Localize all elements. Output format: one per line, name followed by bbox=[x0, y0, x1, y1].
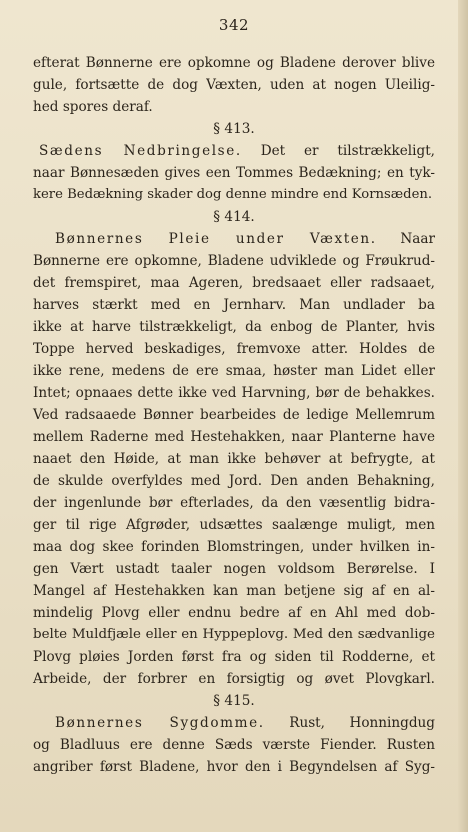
text-line: maa dog skee forinden Blomstringen, under hvilken in- bbox=[33, 539, 435, 555]
text-line bbox=[33, 228, 435, 250]
text-fragment: harves stærkt med en Jernharv. bbox=[33, 297, 287, 313]
text-fragment: Naar bbox=[400, 231, 435, 247]
text-line: det fremspiret, maa Ageren, bredsaaet eller radsaaet, bbox=[33, 275, 435, 291]
text-line: gen Vært ustadt taaler nogen voldsom Berørelse. I bbox=[33, 561, 435, 577]
text-line: Mangel af Hestehakken kan man betjene sig af en al- bbox=[33, 583, 435, 599]
text-line: og Bladluus ere denne Sæds værste Fiender. Rusten bbox=[33, 737, 435, 753]
text-line: mellem Raderne med Hestehakken, naar Planterne have bbox=[33, 429, 435, 445]
text-line: Toppe herved beskadiges, fremvoxe atter. Holdes de bbox=[33, 341, 435, 357]
text-line: Plovg pløies Jorden først fra og siden til Rodderne, et bbox=[33, 649, 435, 665]
section-number: § 414. bbox=[213, 209, 255, 225]
text-line: de skulde overfyldes med Jord. Den anden Behakning, bbox=[33, 473, 435, 489]
text-line: ikke rene, medens de ere smaa, høster man Lidet eller bbox=[33, 363, 435, 379]
text-line: efterat Bønnerne ere opkomne og Bladene derover blive bbox=[33, 55, 435, 71]
text-line bbox=[33, 140, 435, 162]
text-line bbox=[33, 712, 435, 734]
page-body bbox=[33, 52, 435, 778]
text-fragment: Det er tilstrækkeligt, bbox=[260, 143, 435, 159]
text-line: Ved radsaaede Bønner bearbeides de ledige Mellemrum bbox=[33, 407, 435, 423]
section-heading: Bønnernes Sygdomme. bbox=[55, 715, 265, 731]
text-line: der ingenlunde bør efterlades, da den væsentlig bidra- bbox=[33, 495, 435, 511]
text-line: belte Muldfjæle eller en Hyppeplovg. Med den sædvanlige bbox=[33, 627, 435, 642]
text-fragment: Rust, Honningdug bbox=[289, 715, 435, 731]
text-line: gule, fortsætte de dog Væxten, uden at nogen Uleilig- bbox=[33, 77, 435, 93]
section-heading: Sædens Nedbringelse. bbox=[39, 143, 242, 159]
text-line: mindelig Plovg eller endnu bedre af en Ahl med dob- bbox=[33, 605, 435, 621]
text-line: hed spores deraf. bbox=[33, 99, 153, 115]
text-line: Bønnerne ere opkomne, Bladene udviklede og Frøukrud- bbox=[33, 253, 435, 269]
section-number: § 413. bbox=[213, 121, 255, 137]
text-line: ikke at harve tilstrækkeligt, da enbog de Planter, hvis bbox=[33, 319, 435, 335]
text-line: ger til rige Afgrøder, udsættes saalænge muligt, men bbox=[33, 517, 435, 533]
text-line: Intet; opnaaes dette ikke ved Harvning, bør de behakkes. bbox=[33, 385, 435, 401]
page-number: 342 bbox=[218, 16, 250, 34]
page-edge bbox=[458, 0, 468, 832]
text-line: kere Bedækning skader dog denne mindre end Kornsæden. bbox=[33, 187, 433, 202]
text-line: naaet den Høide, at man ikke behøver at befrygte, at bbox=[33, 451, 435, 467]
text-line: Arbeide, der forbrer en forsigtig og øvet Plovgkarl. bbox=[33, 671, 435, 687]
text-line: angriber først Bladene, hvor den i Begyndelsen af Syg- bbox=[33, 759, 435, 775]
section-heading: Bønnernes Pleie under Væxten. bbox=[55, 231, 377, 247]
text-fragment: Man undlader ba bbox=[299, 297, 435, 313]
section-number: § 415. bbox=[213, 693, 255, 709]
text-line: naar Bønnesæden gives een Tommes Bedækning; en tyk- bbox=[33, 165, 435, 181]
text-line bbox=[33, 294, 435, 316]
